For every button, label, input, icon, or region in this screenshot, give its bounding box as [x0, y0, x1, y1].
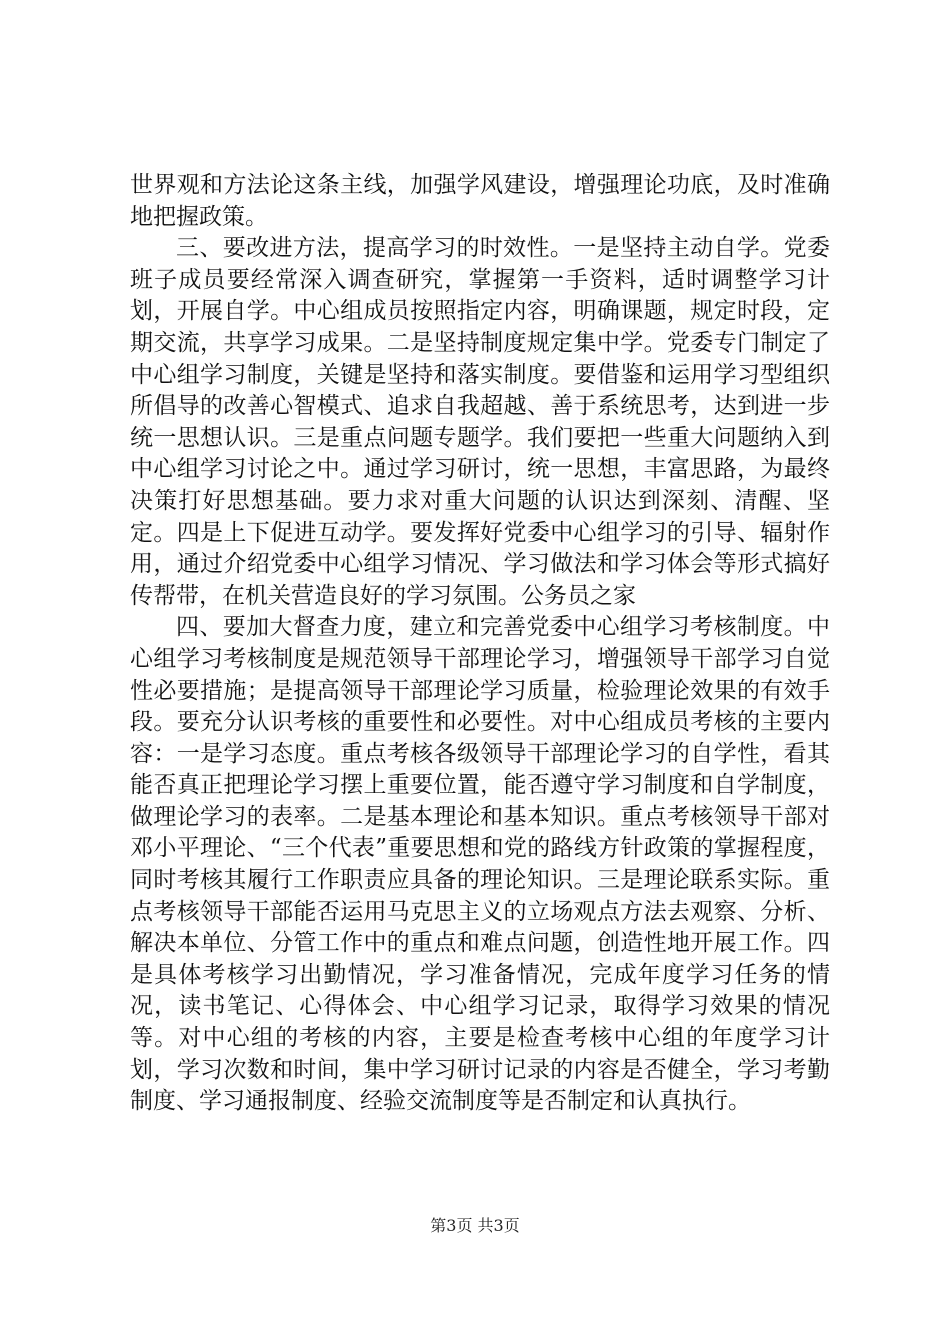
- paragraph-section-four: 四、要加大督查力度，建立和完善党委中心组学习考核制度。中心组学习考核制度是规范领导干部理论学习，增强领导干部学习自觉性必要措施；是提高领导干部理论学习质量，检验理论效果的有效手段。要充分认识考核的重要性和必要性。对中心组成员考核的主要内容：一是学习态度。重点考核各级领导干部理论学习的自学性，看其能否真正把理论学习摆上重要位置，能否遵守学习制度和自学制度，做理论学习的表率。二是基本理论和基本知识。重点考核领导干部对邓小平理论、“三个代表”重要思想和党的路线方针政策的掌握程度，同时考核其履行工作职责应具备的理论知识。三是理论联系实际。重点考核领导干部能否运用马克思主义的立场观点方法去观察、分析、解决本单位、分管工作中的重点和难点问题，创造性地开展工作。四是具体考核学习出勤情况，学习准备情况，完成年度学习任务的情况，读书笔记、心得体会、中心组学习记录，取得学习效果的情况等。对中心组的考核的内容，主要是检查考核中心组的年度学习计划，学习次数和时间，集中学习研讨记录的内容是否健全，学习考勤制度、学习通报制度、经验交流制度等是否制定和认真执行。: [130, 614, 830, 1115]
- paragraph-section-three: 三、要改进方法，提高学习的时效性。一是坚持主动自学。党委班子成员要经常深入调查研究，掌握第一手资料，适时调整学习计划，开展自学。中心组成员按照指定内容，明确课题，规定时段，定期交流，共享学习成果。二是坚持制度规定集中学。党委专门制定了中心组学习制度，关键是坚持和落实制度。要借鉴和运用学习型组织所倡导的改善心智模式、追求自我超越、善于系统思考，达到进一步统一思想认识。三是重点问题专题学。我们要把一些重大问题纳入到中心组学习讨论之中。通过学习研讨，统一思想，丰富思路，为最终决策打好思想基础。要力求对重大问题的认识达到深刻、清醒、坚定。四是上下促进互动学。要发挥好党委中心组学习的引导、辐射作用，通过介绍党委中心组学习情况、学习做法和学习体会等形式搞好传帮带，在机关营造良好的学习氛围。公务员之家: [130, 235, 830, 609]
- page-footer: 第3页 共3页: [430, 1216, 520, 1235]
- document-body: [130, 170, 830, 1118]
- paragraph-continuation: 世界观和方法论这条主线，加强学风建设，增强理论功底，及时准确地把握政策。: [130, 172, 830, 230]
